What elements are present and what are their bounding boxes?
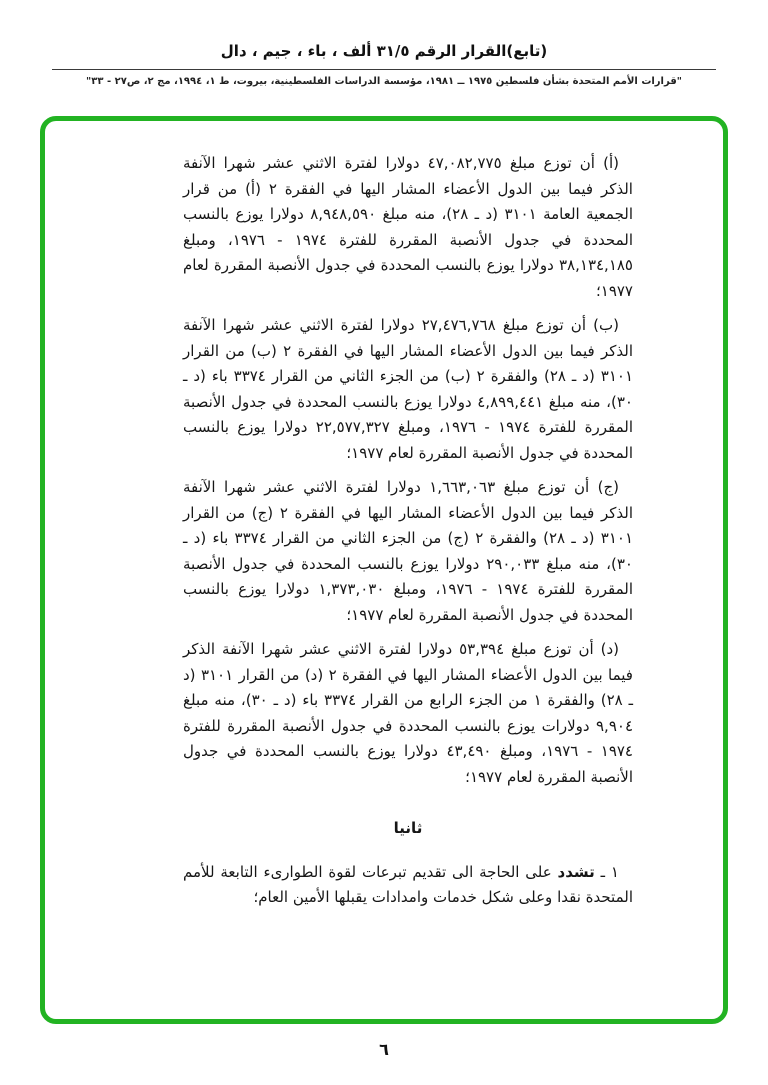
numbered-item-1 xyxy=(183,860,633,911)
green-frame xyxy=(40,116,728,1024)
paragraph-a: (أ) أن توزع مبلغ ٤٧,٠٨٢,٧٧٥ دولارا لفترة الاثني عشر شهرا الآنفة الذكر فيما بين الدول الأعضاء المشار اليها في الفقرة ٢ (أ) من قرار الجمعية العامة ٣١٠١ (د ـ ٢٨)، منه مبلغ ٨,٩٤٨,٥٩٠ دولارا يوزع بالنسب المحددة في جدول الأنصبة المقررة للفترة ١٩٧٤ - ١٩٧٦، ومبلغ ٣٨,١٣٤,١٨٥ دولارا يوزع بالنسب المحددة في جدول الأنصبة المقررة لعام ١٩٧٧؛ xyxy=(183,154,634,300)
paragraph-d: (د) أن توزع مبلغ ٥٣,٣٩٤ دولارا لفترة الاثني عشر شهرا الآنفة الذكر فيما بين الدول الأعضاء المشار اليها في الفقرة ٢ (د) من القرار ٣١٠١ (د ـ ٢٨) والفقرة ١ من الجزء الرابع من القرار ٣٣٧٤ باء (د ـ ٣٠)، منه مبلغ ٩,٩٠٤ دولارات يوزع بالنسب المحددة في جدول الأنصبة المقررة للفترة ١٩٧٤ - ١٩٧٦، ومبلغ ٤٣,٤٩٠ دولارا يوزع بالنسب المحددة في جدول الأنصبة المقررة لعام ١٩٧٧؛ xyxy=(183,640,634,786)
item-keyword: تشدد xyxy=(557,862,595,881)
header-title: (تابع)القرار الرقم ٣١/٥ ألف ، باء ، جيم ، دال xyxy=(220,42,548,60)
item-text: على الحاجة الى تقديم تبرعات لقوة الطوارىء التابعة للأمم المتحدة نقدا وعلى شكل خدمات وامدادات يقبلها الأمين العام؛ xyxy=(183,862,633,906)
body-text-column xyxy=(183,151,633,911)
paragraph-b: (ب) أن توزع مبلغ ٢٧,٤٧٦,٧٦٨ دولارا لفترة الاثني عشر شهرا الآنفة الذكر فيما بين الدول الأعضاء المشار اليها في الفقرة ٢ (ب) من القرار ٣١٠١ (د ـ ٢٨) والفقرة ٢ (ب) من الجزء الثاني من القرار ٣٣٧٤ باء (د ـ ٣٠)، منه مبلغ ٤,٨٩٩,٤٤١ دولارا يوزع بالنسب المحددة في جدول الأنصبة المقررة للفترة ١٩٧٤ - ١٩٧٦، ومبلغ ٢٢,٥٧٧,٣٢٧ دولارا يوزع بالنسب المحددة في جدول الأنصبة المقررة لعام ١٩٧٧؛ xyxy=(183,316,634,462)
paragraph-c: (ج) أن توزع مبلغ ١,٦٦٣,٠٦٣ دولارا لفترة الاثني عشر شهرا الآنفة الذكر فيما بين الدول الأعضاء المشار اليها في الفقرة ٢ (ج) من القرار ٣١٠١ (د ـ ٢٨) والفقرة ٢ (ج) من الجزء الثاني من القرار ٣٣٧٤ باء (د ـ ٣٠)، منه مبلغ ٢٩٠,٠٣٣ دولارا يوزع بالنسب المحددة في جدول الأنصبة المقررة للفترة ١٩٧٤ - ١٩٧٦، ومبلغ ١,٣٧٣,٠٣٠ دولارا يوزع بالنسب المحددة في جدول الأنصبة المقررة لعام ١٩٧٧؛ xyxy=(183,478,634,624)
header-citation: "قرارات الأمم المتحدة بشأن فلسطين ١٩٧٥ ــ ١٩٨١، مؤسسة الدراسات الفلسطينية، بيروت، ط ١، ١٩٩٤، مج ٢، ص٢٧ - ٣٣" xyxy=(86,76,682,87)
header-divider xyxy=(52,69,716,70)
page-header xyxy=(0,42,768,87)
page-number: ٦ xyxy=(379,1040,389,1059)
section-heading-thaniyan: ثانيا xyxy=(393,819,423,837)
item-number: ١ ـ xyxy=(600,862,619,881)
